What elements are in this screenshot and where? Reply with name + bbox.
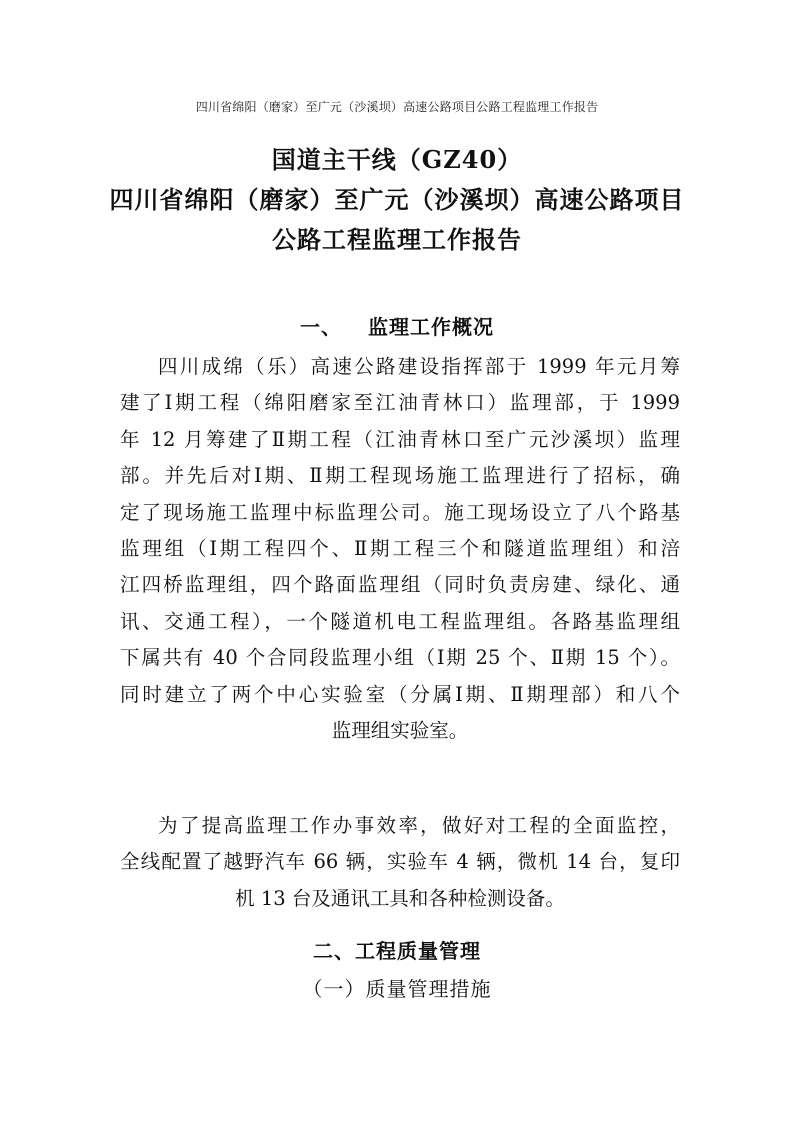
paragraph-line: 为了提高监理工作办事效率，做好对工程的全面监控， — [158, 814, 680, 837]
paragraph-line: 建了Ⅰ期工程（绵阳磨家至江油青林口）监理部，于 1999 — [120, 391, 680, 415]
paragraph-line: 机 13 台及通讯工具和各种检测设备。 — [235, 886, 565, 910]
title-line-3: 公路工程监理工作报告 — [272, 225, 522, 254]
paragraph-line: 全线配置了越野汽车 66 辆，实验车 4 辆，微机 14 台，复印 — [120, 850, 680, 874]
section-2-heading: 二、工程质量管理 — [313, 939, 481, 963]
paragraph-line: 下属共有 40 个合同段监理小组（Ⅰ期 25 个、Ⅱ期 15 个）。 — [120, 646, 680, 670]
paragraph-line: 年 12 月筹建了Ⅱ期工程（江油青林口至广元沙溪坝）监理 — [120, 427, 680, 451]
paragraph-line: 四川成绵（乐）高速公路建设指挥部于 1999 年元月筹 — [158, 355, 680, 378]
section-1-heading — [0, 311, 794, 340]
paragraph-line: 同时建立了两个中心实验室（分属Ⅰ期、Ⅱ期理部）和八个 — [120, 682, 680, 706]
paragraph-line: 江四桥监理组，四个路面监理组（同时负责房建、绿化、通 — [120, 573, 680, 597]
running-header: 四川省绵阳（磨家）至广元（沙溪坝）高速公路项目公路工程监理工作报告 — [195, 100, 599, 114]
paragraph-line: 监理组（Ⅰ期工程四个、Ⅱ期工程三个和隧道监理组）和涪 — [120, 536, 680, 560]
section-2-subheading: （一）质量管理措施 — [302, 977, 492, 1001]
paragraph-line: 部。并先后对Ⅰ期、Ⅱ期工程现场施工监理进行了招标，确 — [120, 464, 680, 488]
section-1-paragraph-1 — [120, 349, 680, 749]
title-line-1: 国道主干线（GZ40） — [271, 145, 523, 174]
document-title — [0, 140, 794, 260]
paragraph-line: 监理组实验室。 — [331, 718, 469, 742]
section-1-title: 监理工作概况 — [368, 315, 494, 339]
paragraph-line: 定了现场施工监理中标监理公司。施工现场设立了八个路基 — [120, 500, 680, 524]
section-1-paragraph-2 — [120, 808, 680, 917]
section-1-number: 一、 — [300, 315, 342, 339]
paragraph-line: 讯、交通工程），一个隧道机电工程监理组。各路基监理组 — [120, 609, 680, 633]
title-line-2: 四川省绵阳（磨家）至广元（沙溪坝）高速公路项目 — [109, 185, 685, 214]
